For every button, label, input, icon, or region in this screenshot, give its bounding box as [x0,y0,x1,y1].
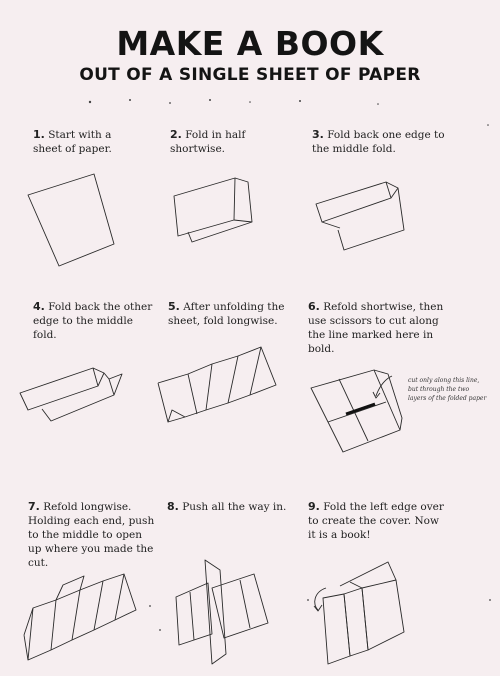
step-number: 8. [167,500,179,513]
step-number: 4. [33,300,45,313]
step-instruction: Fold back the other edge to the middle fold. [33,301,153,341]
step-number: 5. [168,300,180,313]
step-instruction: After unfolding the sheet, fold longwise. [168,301,285,327]
page-title: MAKE A BOOK [116,24,384,63]
step-5-illustration [158,347,276,422]
step-9-illustration [314,562,404,664]
page-subtitle: OUT OF A SINGLE SHEET OF PAPER [79,65,421,85]
step-instruction: Fold in half shortwise. [170,129,246,155]
step-number: 6. [308,300,320,313]
step-6-illustration [311,370,402,452]
step-instruction: Fold back one edge to the middle fold. [312,129,445,155]
step-3-illustration [316,182,404,250]
step-number: 9. [308,500,320,513]
step-instruction: Push all the way in. [182,501,287,513]
step-instruction: Start with a sheet of paper. [33,129,112,155]
speckles [89,99,491,631]
step-4-illustration [20,368,122,421]
step-number: 2. [170,128,182,141]
step-1-illustration [28,174,114,266]
step-number: 1. [33,128,45,141]
step-instruction: Fold the left edge over to create the cover. Now it is a book! [308,501,444,541]
cut-note: cut only along this line, but through the two layers of the folded paper [408,377,487,402]
step-number: 7. [28,500,40,513]
step-8-illustration [176,560,268,664]
step-instruction: Refold longwise. Holding each end, push to the middle to open up where you made the cut. [28,501,155,569]
step-number: 3. [312,128,324,141]
step-2-illustration [174,178,252,242]
step-instruction: Refold shortwise, then use scissors to cut along the line marked here in bold. [308,301,444,355]
step-7-illustration [24,574,136,660]
